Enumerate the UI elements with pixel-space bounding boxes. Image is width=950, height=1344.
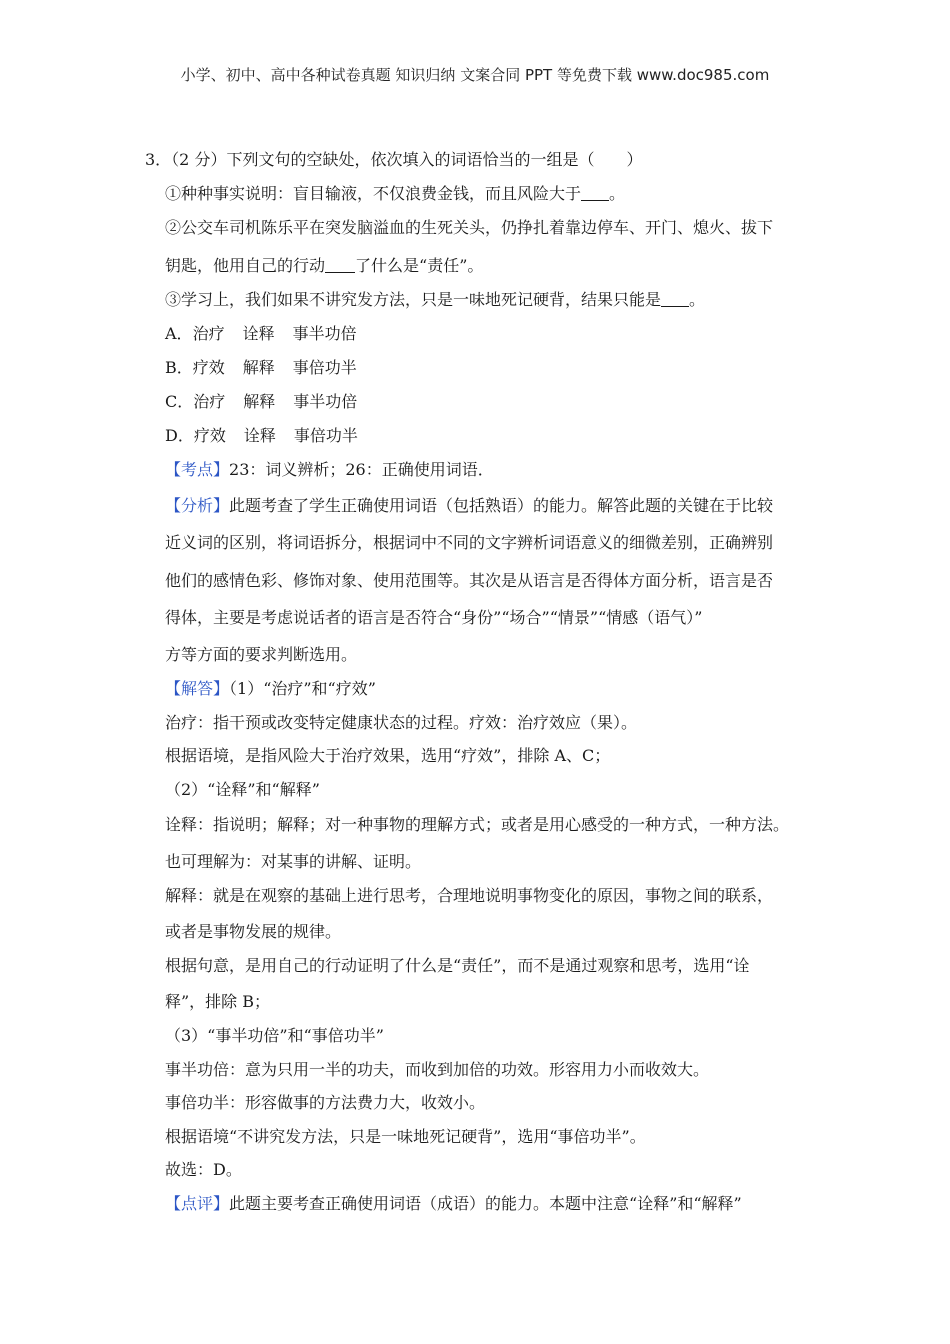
jieda-p1-line-2: 根据语境，是指风险大于治疗效果，选用“疗效”，排除 A、C； xyxy=(165,746,611,765)
jieda-p1-head: （1）“治疗”和“疗效” xyxy=(229,679,376,698)
option-a xyxy=(165,324,357,344)
fenxi-line-4: 得体，主要是考虑说话者的语言是否符合“身份”“场合”“情景”“情感（语气）” xyxy=(165,608,703,627)
fenxi-line-3: 他们的感情色彩、修饰对象、使用范围等。其次是从语言是否得体方面分析，语言是否 xyxy=(165,571,774,590)
jieda-p2-line-3: 解释：就是在观察的基础上进行思考，合理地说明事物变化的原因，事物之间的联系， xyxy=(165,886,774,905)
jieda-tag: 【解答】 xyxy=(165,679,230,698)
option-b-label: B． xyxy=(165,358,193,377)
sentence-1-end: 。 xyxy=(609,184,626,203)
jieda-p3-head: （3）“事半功倍”和“事倍功半” xyxy=(165,1026,384,1045)
jieda-p3-line-2: 事倍功半：形容做事的方法费力大，收效小。 xyxy=(165,1093,486,1112)
jieda-p2-line-4: 或者是事物发展的规律。 xyxy=(165,922,342,941)
sentence-2-line-2 xyxy=(165,256,483,276)
blank-2 xyxy=(325,256,355,273)
jieda-p2-line-6: 释”，排除 B； xyxy=(165,992,271,1011)
jieda-p2-line-5: 根据句意，是用自己的行动证明了什么是“责任”，而不是通过观察和思考，选用“诠 xyxy=(165,956,750,975)
option-d-word-3: 事倍功半 xyxy=(293,426,358,445)
option-a-word-1: 治疗 xyxy=(192,324,225,343)
fenxi-line-1 xyxy=(165,496,773,516)
kaodian xyxy=(165,460,494,480)
dianping xyxy=(165,1194,742,1214)
jieda-p2-head: （2）“诠释”和“解释” xyxy=(165,780,320,799)
page-header: 小学、初中、高中各种试卷真题 知识归纳 文案合同 PPT 等免费下载 www.doc985.com xyxy=(180,66,770,84)
option-c xyxy=(165,392,357,412)
option-d-word-1: 疗效 xyxy=(193,426,226,445)
option-c-word-2: 解释 xyxy=(243,392,276,411)
blank-3 xyxy=(661,290,689,307)
fenxi-text-1: 此题考查了学生正确使用词语（包括熟语）的能力。解答此题的关键在于比较 xyxy=(229,496,774,515)
jieda-answer: 故选：D。 xyxy=(165,1160,242,1179)
sentence-1-text: ①种种事实说明：盲目输液，不仅浪费金钱，而且风险大于 xyxy=(165,184,582,203)
option-b xyxy=(165,358,357,378)
option-b-word-2: 解释 xyxy=(242,358,275,377)
sentence-2-end: 了什么是“责任”。 xyxy=(355,256,484,275)
kaodian-tag: 【考点】 xyxy=(165,460,230,479)
option-b-word-1: 疗效 xyxy=(192,358,225,377)
sentence-3-text: ③学习上，我们如果不讲究发方法，只是一味地死记硬背，结果只能是 xyxy=(165,290,662,309)
jieda-p2-line-2: 也可理解为：对某事的讲解、证明。 xyxy=(165,852,422,871)
option-c-word-1: 治疗 xyxy=(193,392,226,411)
question-stem: 3．（2 分）下列文句的空缺处，依次填入的词语恰当的一组是（ ） xyxy=(145,150,643,169)
dianping-text: 此题主要考查正确使用词语（成语）的能力。本题中注意“诠释”和“解释” xyxy=(229,1194,742,1213)
jieda-p3-line-3: 根据语境“不讲究发方法，只是一味地死记硬背”，选用“事倍功半”。 xyxy=(165,1127,646,1146)
option-d-word-2: 诠释 xyxy=(243,426,276,445)
sentence-3 xyxy=(165,290,705,310)
fenxi-line-5: 方等方面的要求判断选用。 xyxy=(165,645,358,664)
sentence-2-text: 钥匙，他用自己的行动 xyxy=(165,256,326,275)
sentence-1 xyxy=(165,184,625,204)
kaodian-text: 23：词义辨析；26：正确使用词语． xyxy=(229,460,494,479)
dianping-tag: 【点评】 xyxy=(165,1194,230,1213)
option-a-word-2: 诠释 xyxy=(242,324,275,343)
jieda-p1-line-1: 治疗：指干预或改变特定健康状态的过程。疗效：治疗效应（果）。 xyxy=(165,713,638,732)
option-b-word-3: 事倍功半 xyxy=(292,358,357,377)
option-c-label: C． xyxy=(165,392,194,411)
fenxi-tag: 【分析】 xyxy=(165,496,230,515)
option-c-word-3: 事半功倍 xyxy=(293,392,358,411)
option-d-label: D． xyxy=(165,426,194,445)
jieda-head xyxy=(165,679,376,699)
option-a-word-3: 事半功倍 xyxy=(292,324,357,343)
blank-1 xyxy=(581,184,609,201)
sentence-3-end: 。 xyxy=(689,290,706,309)
fenxi-line-2: 近义词的区别，将词语拆分，根据词中不同的文字辨析词语意义的细微差别，正确辨别 xyxy=(165,533,774,552)
jieda-p2-line-1: 诠释：指说明；解释；对一种事物的理解方式；或者是用心感受的一种方式，一种方法。 xyxy=(165,815,790,834)
option-d xyxy=(165,426,358,446)
jieda-p3-line-1: 事半功倍：意为只用一半的功夫，而收到加倍的功效。形容用力小而收效大。 xyxy=(165,1060,710,1079)
sentence-2-line-1: ②公交车司机陈乐平在突发脑溢血的生死关头，仍挣扎着靠边停车、开门、熄火、拔下 xyxy=(165,218,774,237)
option-a-label: A． xyxy=(165,324,193,343)
